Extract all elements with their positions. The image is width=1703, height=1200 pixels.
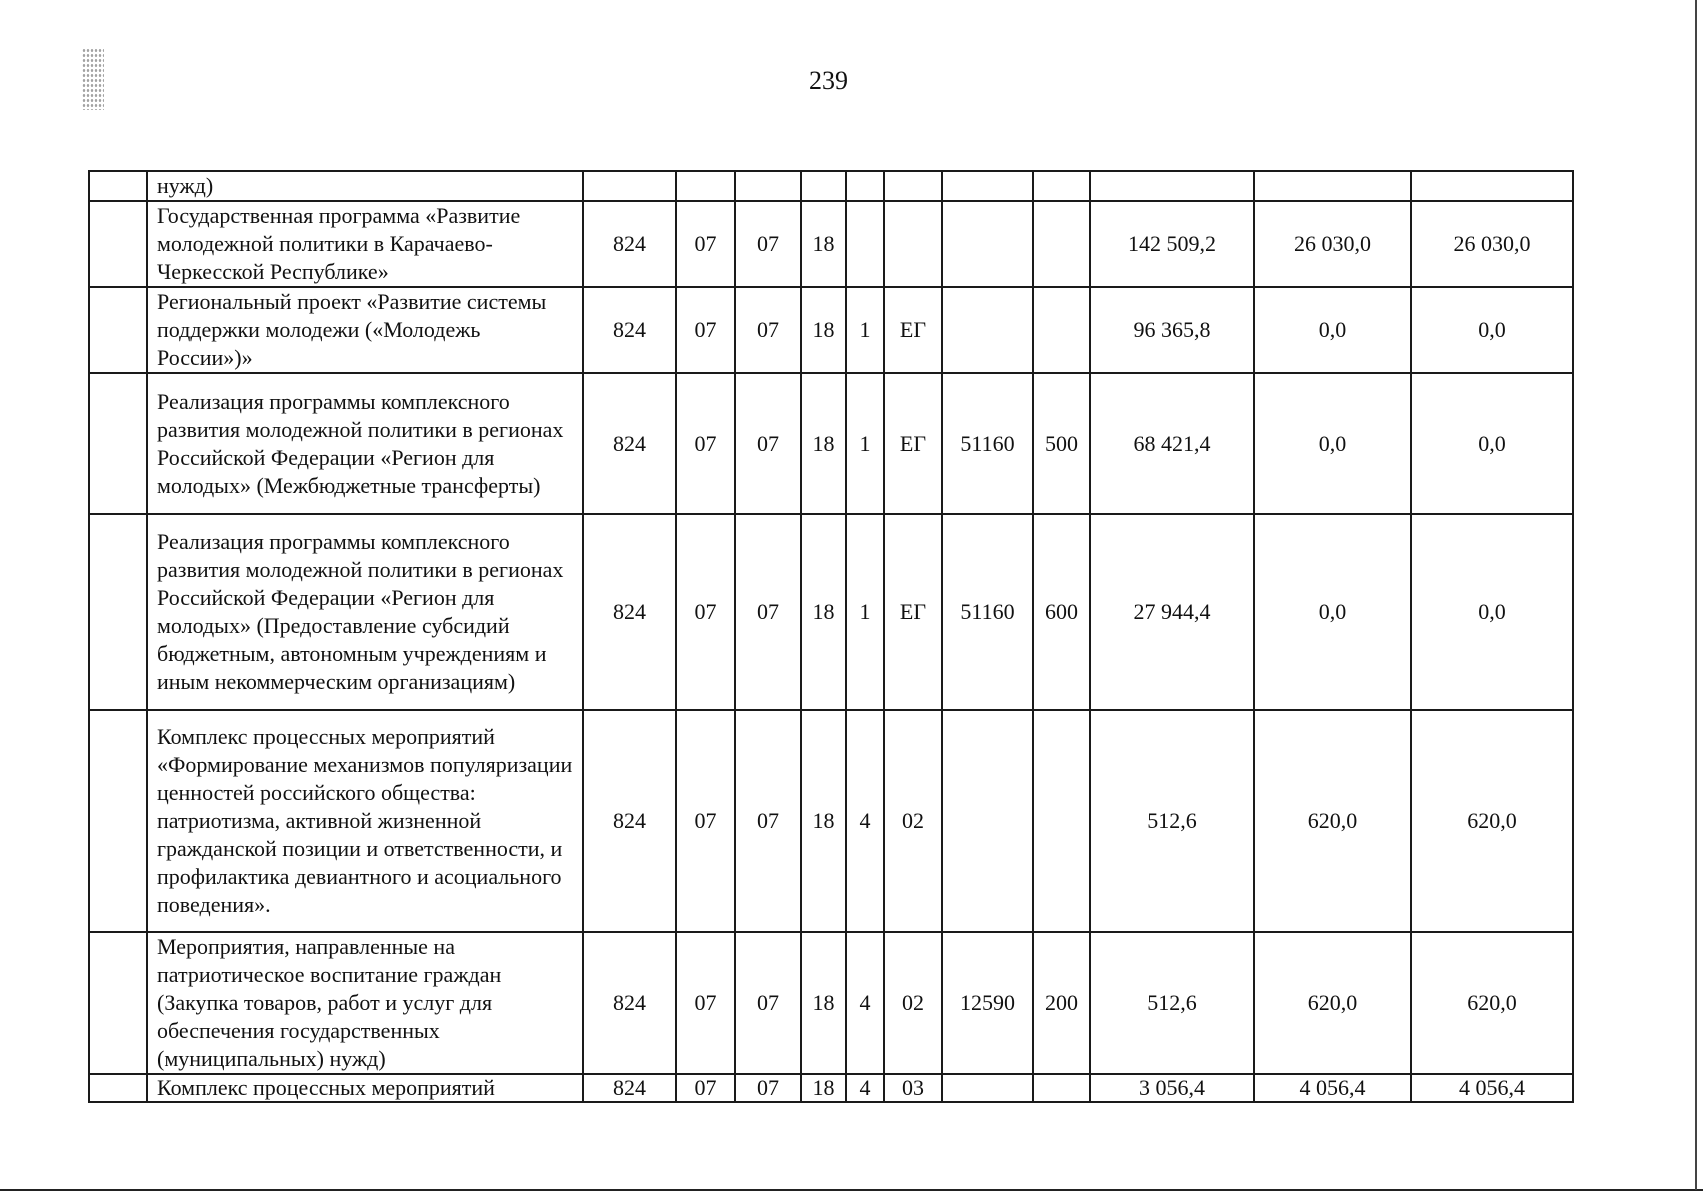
direction-code: 12590 <box>942 932 1033 1074</box>
table-row <box>89 373 1573 514</box>
table-row <box>89 514 1573 710</box>
row-name: Региональный проект «Развитие системы поддержки молодежи («Молодежь России»)» <box>147 287 583 373</box>
table-row <box>89 171 1573 201</box>
section-code: 07 <box>676 514 735 710</box>
table-row <box>89 201 1573 287</box>
amount-year-2: 0,0 <box>1254 287 1411 373</box>
scan-bottom-edge <box>0 1189 1703 1191</box>
section-code: 07 <box>676 710 735 932</box>
amount-year-2: 26 030,0 <box>1254 201 1411 287</box>
program-code: 18 <box>801 287 846 373</box>
table-row <box>89 932 1573 1074</box>
expense-type-code <box>1033 1074 1090 1102</box>
amount-year-2 <box>1254 171 1411 201</box>
table-row <box>89 710 1573 932</box>
expense-type-code <box>1033 171 1090 201</box>
program-code: 18 <box>801 514 846 710</box>
amount-year-3: 620,0 <box>1411 932 1573 1074</box>
amount-year-2: 620,0 <box>1254 710 1411 932</box>
project-code: ЕГ <box>884 514 942 710</box>
section-code: 07 <box>676 287 735 373</box>
project-code: ЕГ <box>884 287 942 373</box>
row-index-cell <box>89 171 147 201</box>
program-code: 18 <box>801 932 846 1074</box>
project-code: 02 <box>884 932 942 1074</box>
amount-year-2: 0,0 <box>1254 373 1411 514</box>
amount-year-3: 0,0 <box>1411 373 1573 514</box>
expense-type-code: 600 <box>1033 514 1090 710</box>
amount-year-3 <box>1411 171 1573 201</box>
expense-type-code: 200 <box>1033 932 1090 1074</box>
ministry-code: 824 <box>583 1074 676 1102</box>
row-name: Мероприятия, направленные на патриотическое воспитание граждан (Закупка товаров, работ и услуг для обеспечения государственных (муниципальных) нужд) <box>147 932 583 1074</box>
direction-code: 51160 <box>942 514 1033 710</box>
direction-code <box>942 1074 1033 1102</box>
subsection-code: 07 <box>735 287 801 373</box>
section-code: 07 <box>676 373 735 514</box>
amount-year-1: 3 056,4 <box>1090 1074 1254 1102</box>
direction-code <box>942 710 1033 932</box>
scan-right-edge <box>1695 0 1697 1190</box>
amount-year-1: 142 509,2 <box>1090 201 1254 287</box>
ministry-code: 824 <box>583 201 676 287</box>
program-code: 18 <box>801 1074 846 1102</box>
subprogram-code: 4 <box>846 932 884 1074</box>
row-index-cell <box>89 373 147 514</box>
amount-year-3: 0,0 <box>1411 514 1573 710</box>
section-code: 07 <box>676 1074 735 1102</box>
row-index-cell <box>89 514 147 710</box>
section-code: 07 <box>676 932 735 1074</box>
ministry-code: 824 <box>583 514 676 710</box>
program-code: 18 <box>801 710 846 932</box>
expense-type-code: 500 <box>1033 373 1090 514</box>
row-name: Реализация программы комплексного развития молодежной политики в регионах Российской Федерации «Регион для молодых» (Предоставление субсидий бюджетным, автономным учреждениям и иным некоммерческим организациям) <box>147 514 583 710</box>
amount-year-1: 96 365,8 <box>1090 287 1254 373</box>
page-number: 239 <box>809 66 848 95</box>
row-name: Комплекс процессных мероприятий «Формирование механизмов популяризации ценностей российского общества: патриотизма, активной жизненной гражданской позиции и ответственности, и профилактика девиантного и асоциального поведения». <box>147 710 583 932</box>
amount-year-2: 620,0 <box>1254 932 1411 1074</box>
subsection-code <box>735 171 801 201</box>
row-index-cell <box>89 932 147 1074</box>
project-code <box>884 201 942 287</box>
project-code: ЕГ <box>884 373 942 514</box>
subprogram-code <box>846 201 884 287</box>
program-code: 18 <box>801 201 846 287</box>
project-code: 02 <box>884 710 942 932</box>
row-name: Государственная программа «Развитие молодежной политики в Карачаево-Черкесской Республике» <box>147 201 583 287</box>
amount-year-3: 620,0 <box>1411 710 1573 932</box>
amount-year-1: 68 421,4 <box>1090 373 1254 514</box>
subprogram-code: 1 <box>846 373 884 514</box>
section-code <box>676 171 735 201</box>
amount-year-1: 27 944,4 <box>1090 514 1254 710</box>
row-index-cell <box>89 710 147 932</box>
section-code: 07 <box>676 201 735 287</box>
expense-type-code <box>1033 710 1090 932</box>
subprogram-code: 4 <box>846 710 884 932</box>
expense-type-code <box>1033 287 1090 373</box>
amount-year-1 <box>1090 171 1254 201</box>
row-name: нужд) <box>147 171 583 201</box>
subsection-code: 07 <box>735 201 801 287</box>
direction-code <box>942 171 1033 201</box>
table-row <box>89 1074 1573 1102</box>
subprogram-code: 1 <box>846 514 884 710</box>
budget-table <box>88 170 1574 1103</box>
expense-type-code <box>1033 201 1090 287</box>
amount-year-3: 4 056,4 <box>1411 1074 1573 1102</box>
table-row <box>89 287 1573 373</box>
subsection-code: 07 <box>735 373 801 514</box>
ministry-code: 824 <box>583 373 676 514</box>
subsection-code: 07 <box>735 710 801 932</box>
program-code: 18 <box>801 373 846 514</box>
subsection-code: 07 <box>735 514 801 710</box>
subsection-code: 07 <box>735 932 801 1074</box>
program-code <box>801 171 846 201</box>
amount-year-2: 0,0 <box>1254 514 1411 710</box>
amount-year-3: 0,0 <box>1411 287 1573 373</box>
row-name: Реализация программы комплексного развития молодежной политики в регионах Российской Федерации «Регион для молодых» (Межбюджетные трансферты) <box>147 373 583 514</box>
ministry-code: 824 <box>583 710 676 932</box>
project-code <box>884 171 942 201</box>
direction-code: 51160 <box>942 373 1033 514</box>
row-index-cell <box>89 287 147 373</box>
row-index-cell <box>89 201 147 287</box>
subprogram-code: 1 <box>846 287 884 373</box>
row-index-cell <box>89 1074 147 1102</box>
subprogram-code <box>846 171 884 201</box>
ministry-code <box>583 171 676 201</box>
ministry-code: 824 <box>583 932 676 1074</box>
amount-year-2: 4 056,4 <box>1254 1074 1411 1102</box>
amount-year-1: 512,6 <box>1090 932 1254 1074</box>
row-name: Комплекс процессных мероприятий <box>147 1074 583 1102</box>
subprogram-code: 4 <box>846 1074 884 1102</box>
amount-year-1: 512,6 <box>1090 710 1254 932</box>
direction-code <box>942 201 1033 287</box>
subsection-code: 07 <box>735 1074 801 1102</box>
direction-code <box>942 287 1033 373</box>
amount-year-3: 26 030,0 <box>1411 201 1573 287</box>
project-code: 03 <box>884 1074 942 1102</box>
ministry-code: 824 <box>583 287 676 373</box>
